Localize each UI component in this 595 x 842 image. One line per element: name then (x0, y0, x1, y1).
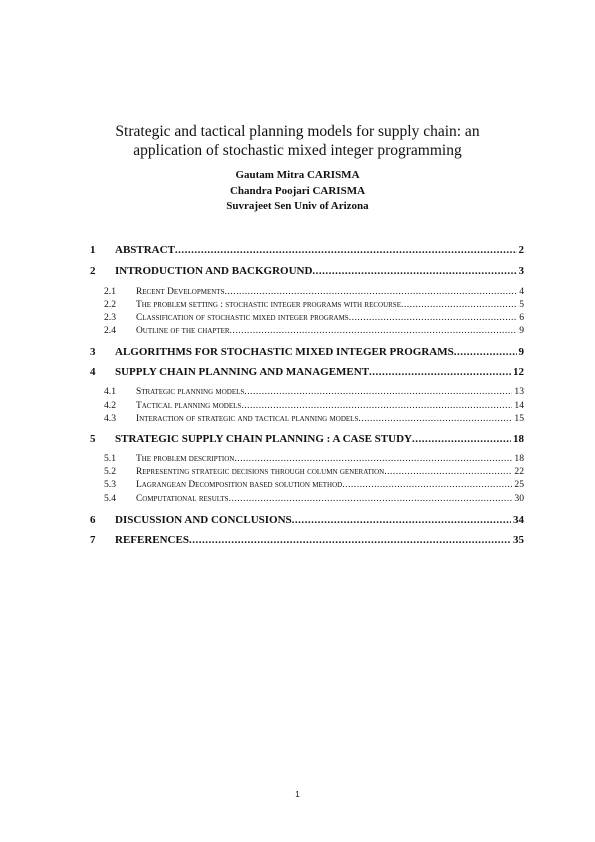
title-line-2: application of stochastic mixed integer programming (133, 142, 462, 159)
toc-leader (241, 400, 512, 412)
toc-label: The problem description (136, 454, 235, 464)
toc-leader (412, 432, 511, 446)
toc-page: 9 (519, 325, 524, 336)
toc-leader (175, 243, 517, 257)
toc-label: Tactical planning models (136, 401, 242, 411)
toc-leader (358, 413, 512, 425)
toc-number: 2 (90, 265, 96, 277)
toc-page: 13 (514, 386, 524, 397)
toc-label: ABSTRACT (115, 244, 175, 256)
toc-page: 34 (513, 514, 524, 526)
toc-label: Representing strategic decisions through column generation (136, 467, 385, 477)
toc-leader (189, 533, 511, 547)
toc-label: DISCUSSION AND CONCLUSIONS (115, 514, 292, 526)
toc-leader (234, 453, 512, 465)
toc-page: 22 (514, 466, 524, 477)
toc-leader (401, 299, 517, 311)
toc-number: 4.1 (104, 386, 116, 397)
toc-number: 7 (90, 534, 96, 546)
toc-label: REFERENCES (115, 534, 189, 546)
toc-number: 5 (90, 433, 96, 445)
toc-label: INTRODUCTION AND BACKGROUND (115, 265, 313, 277)
toc-leader (244, 386, 512, 398)
toc-number: 2.2 (104, 299, 116, 310)
toc-label: Lagrangean Decomposition based solution method (136, 480, 343, 490)
toc-label: Interaction of strategic and tactical planning models (136, 414, 359, 424)
author-3: Suvrajeet Sen Univ of Arizona (226, 200, 369, 212)
toc-number: 3 (90, 346, 96, 358)
toc-label: STRATEGIC SUPPLY CHAIN PLANNING : A CASE STUDY (115, 433, 412, 445)
toc-label: Outline of the chapter (136, 326, 230, 336)
toc-number: 6 (90, 514, 96, 526)
toc-label: Strategic planning models (136, 387, 245, 397)
toc-page: 35 (513, 534, 524, 546)
toc-label: SUPPLY CHAIN PLANNING AND MANAGEMENT (115, 366, 370, 378)
author-list (80, 168, 515, 215)
author-2: Chandra Poojari CARISMA (229, 184, 366, 197)
toc-leader (384, 466, 512, 478)
toc-page: 2 (518, 244, 524, 256)
toc-number: 5.4 (104, 493, 116, 504)
toc-number: 4.3 (104, 413, 116, 424)
toc-label: Classification of stochastic mixed integer programs (136, 313, 349, 323)
toc-number: 5.1 (104, 453, 116, 464)
toc-page: 5 (519, 299, 524, 310)
toc-number: 2.3 (104, 312, 116, 323)
toc-leader (369, 365, 511, 379)
toc-leader (229, 493, 513, 505)
toc-number: 5.3 (104, 479, 116, 490)
toc-page: 30 (514, 493, 524, 504)
toc-label: Recent Developments (136, 287, 225, 297)
page-number: 1 (295, 790, 300, 799)
document-title (80, 122, 515, 160)
toc-number: 2.4 (104, 325, 116, 336)
toc-page: 18 (514, 453, 524, 464)
toc-leader (312, 264, 516, 278)
toc-label: ALGORITHMS FOR STOCHASTIC MIXED INTEGER PROGRAMS (115, 346, 454, 358)
toc-page: 14 (514, 400, 524, 411)
toc-leader (230, 325, 518, 337)
toc-page: 9 (518, 346, 524, 358)
toc-page: 4 (519, 286, 524, 297)
toc-number: 2.1 (104, 286, 116, 297)
toc-number: 5.2 (104, 466, 116, 477)
toc-leader (349, 312, 518, 324)
author-1: Gautam Mitra CARISMA (235, 169, 360, 181)
toc-page: 12 (513, 366, 524, 378)
toc-number: 4.2 (104, 400, 116, 411)
toc-page: 15 (514, 413, 524, 424)
toc-leader (292, 513, 511, 527)
toc-page: 3 (518, 265, 524, 277)
toc-label: The problem setting : stochastic integer programs with recourse (136, 300, 401, 310)
toc-page: 25 (514, 479, 524, 490)
toc-page: 6 (519, 312, 524, 323)
toc-number: 4 (90, 366, 96, 378)
title-line-1: Strategic and tactical planning models for supply chain: an (115, 123, 480, 140)
toc-leader (342, 479, 512, 491)
toc-page: 18 (513, 433, 524, 445)
toc-number: 1 (90, 244, 96, 256)
toc-leader (454, 345, 517, 359)
toc-leader (224, 286, 517, 298)
toc-label: Computational results (136, 494, 229, 504)
